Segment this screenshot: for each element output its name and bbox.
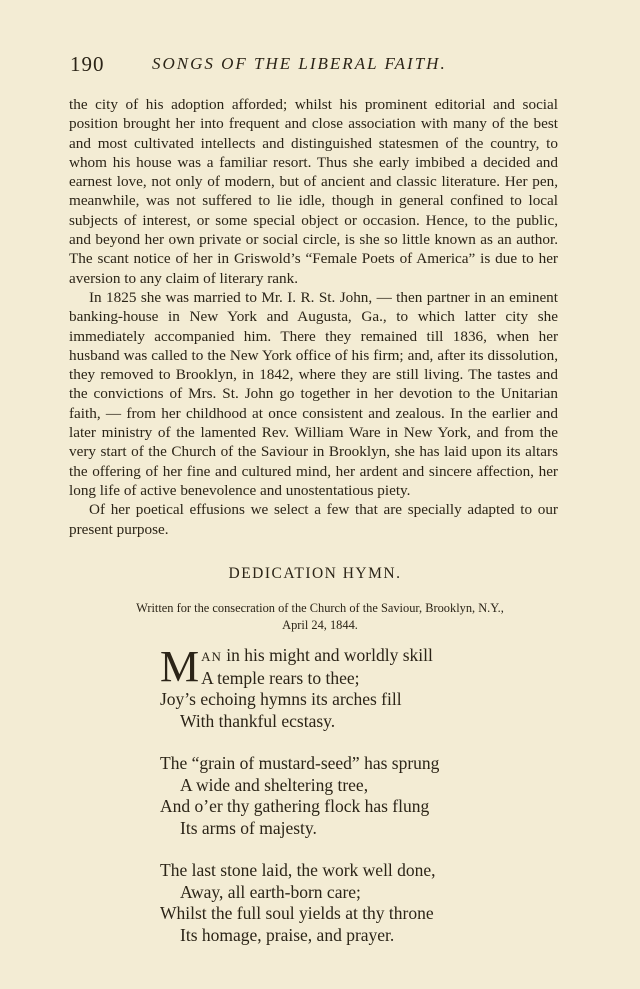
page-number: 190	[70, 52, 105, 76]
stanza-1	[160, 642, 520, 732]
running-title: SONGS OF THE LIBERAL FAITH.	[152, 54, 447, 73]
hymn-subtitle	[95, 600, 545, 634]
hymn-title: DEDICATION HYMN.	[228, 565, 402, 582]
first-line-rest: in his might and worldly skill	[221, 645, 433, 665]
stanza-2	[160, 753, 520, 839]
poem-line-7: And o’er thy gathering flock has flung	[160, 796, 430, 816]
hymn-subtitle-line-2: April 24, 1844.	[282, 618, 358, 632]
paragraph-1: the city of his adoption afforded; whilst his prominent editorial and social position brought her into frequent and close association with many of the best and most cultivated intellects and distinguished statesmen of the country, to whom his house was a familiar resort. Thus she early imbibed a decided and earnest love, not only of modern, but of ancient and classic literature. Her pen, meanwhile, was not suffered to lie idle, though in general confined to local subjects of interest, or some special object or occasion. Hence, to the public, and beyond her own private or social circle, is she so little known as an author. The scant notice of her in Griswold’s “Female Poets of America” is due to her aversion to any claim of literary rank.	[69, 96, 558, 287]
drop-cap: M	[160, 642, 200, 691]
page-header	[70, 52, 560, 76]
paragraph-2: In 1825 she was married to Mr. I. R. St. John, — then partner in an eminent banking-house in New York and Augusta, Ga., to which latter city she immediately accompanied him. There they remained till 1836, when her husband was called to the New York office of his firm; and, after its dissolution, they removed to Brooklyn, in 1842, where they are still living. The tastes and the convictions of Mrs. St. John go together in her devotion to the Unitarian faith, — from her childhood at once consistent and zealous. In the earlier and later ministry of the lamented Rev. William Ware in New York, and from the very start of the Church of the Saviour in Brooklyn, she has laid upon its altars the offering of her fine and cultured mind, her ardent and sincere affection, her long life of active benevolence and unostentatious piety.	[69, 288, 558, 499]
paragraph-3: Of her poetical effusions we select a few that are specially adapted to our present purpose.	[69, 501, 558, 538]
first-word-smallcaps: AN	[201, 649, 222, 664]
poem-line-4: With thankful ecstasy.	[180, 710, 336, 731]
body-text	[69, 95, 558, 539]
poem-line-5: The “grain of mustard-seed” has sprung	[160, 753, 440, 773]
poem-line-10: Away, all earth-born care;	[180, 881, 361, 902]
poem-line-11: Whilst the full soul yields at thy throne	[160, 903, 434, 923]
poem-line-2: A temple rears to thee;	[201, 667, 360, 688]
poem-line-9: The last stone laid, the work well done,	[160, 860, 436, 880]
stanza-3	[160, 860, 520, 946]
hymn-poem	[160, 642, 520, 967]
poem-line-12: Its homage, praise, and prayer.	[180, 924, 395, 945]
poem-line-6: A wide and sheltering tree,	[180, 774, 369, 795]
hymn-subtitle-line-1: Written for the consecration of the Church of the Saviour, Brooklyn, N.Y.,	[136, 601, 504, 615]
poem-line-8: Its arms of majesty.	[180, 817, 317, 838]
poem-line-3: Joy’s echoing hymns its arches fill	[160, 689, 402, 709]
